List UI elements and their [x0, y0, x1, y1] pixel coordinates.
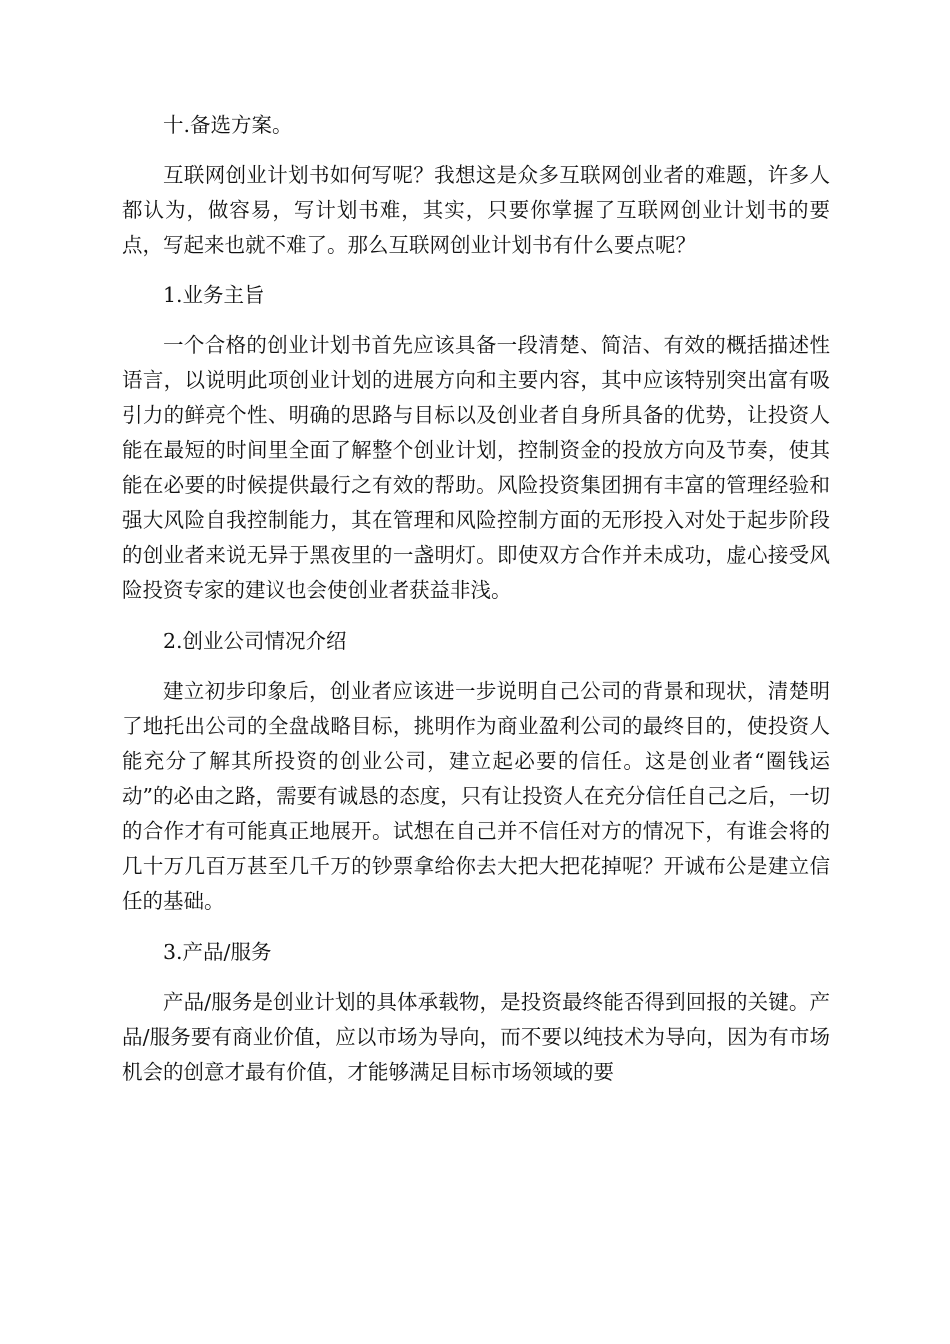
intro-paragraph: 互联网创业计划书如何写呢？我想这是众多互联网创业者的难题，许多人都认为，做容易，写计划书难，其实，只要你掌握了互联网创业计划书的要点，写起来也就不难了。那么互联网创业计划书有什么要点呢？	[122, 163, 830, 257]
products-services-paragraph: 产品/服务是创业计划的具体承载物，是投资最终能否得到回报的关键。产品/服务要有商业价值，应以市场为导向，而不要以纯技术为导向，因为有市场机会的创意才最有价值，才能够满足目标市场领域的要	[122, 990, 830, 1084]
section-heading-business-purpose: 1.业务主旨	[163, 283, 265, 307]
company-intro-paragraph: 建立初步印象后，创业者应该进一步说明自己公司的背景和现状，清楚明了地托出公司的全盘战略目标，挑明作为商业盈利公司的最终目的，使投资人能充分了解其所投资的创业公司，建立起必要的信任。这是创业者“圈钱运动”的必由之路，需要有诚恳的态度，只有让投资人在充分信任自己之后，一切的合作才有可能真正地展开。试想在自己并不信任对方的情况下，有谁会将的几十万几百万甚至几千万的钞票拿给你去大把大把花掉呢？开诚布公是建立信任的基础。	[122, 679, 830, 913]
section-heading-alternatives: 十.备选方案。	[163, 113, 293, 137]
section-heading-company-intro: 2.创业公司情况介绍	[163, 629, 347, 653]
section-heading-products-services: 3.产品/服务	[163, 940, 272, 964]
document-page	[122, 108, 830, 1090]
business-purpose-paragraph: 一个合格的创业计划书首先应该具备一段清楚、简洁、有效的概括描述性语言，以说明此项创业计划的进展方向和主要内容，其中应该特别突出富有吸引力的鲜亮个性、明确的思路与目标以及创业者自身所具备的优势，让投资人能在最短的时间里全面了解整个创业计划，控制资金的投放方向及节奏，使其能在必要的时候提供最行之有效的帮助。风险投资集团拥有丰富的管理经验和强大风险自我控制能力，其在管理和风险控制方面的无形投入对处于起步阶段的创业者来说无异于黑夜里的一盏明灯。即使双方合作并未成功，虚心接受风险投资专家的建议也会使创业者获益非浅。	[122, 333, 830, 602]
